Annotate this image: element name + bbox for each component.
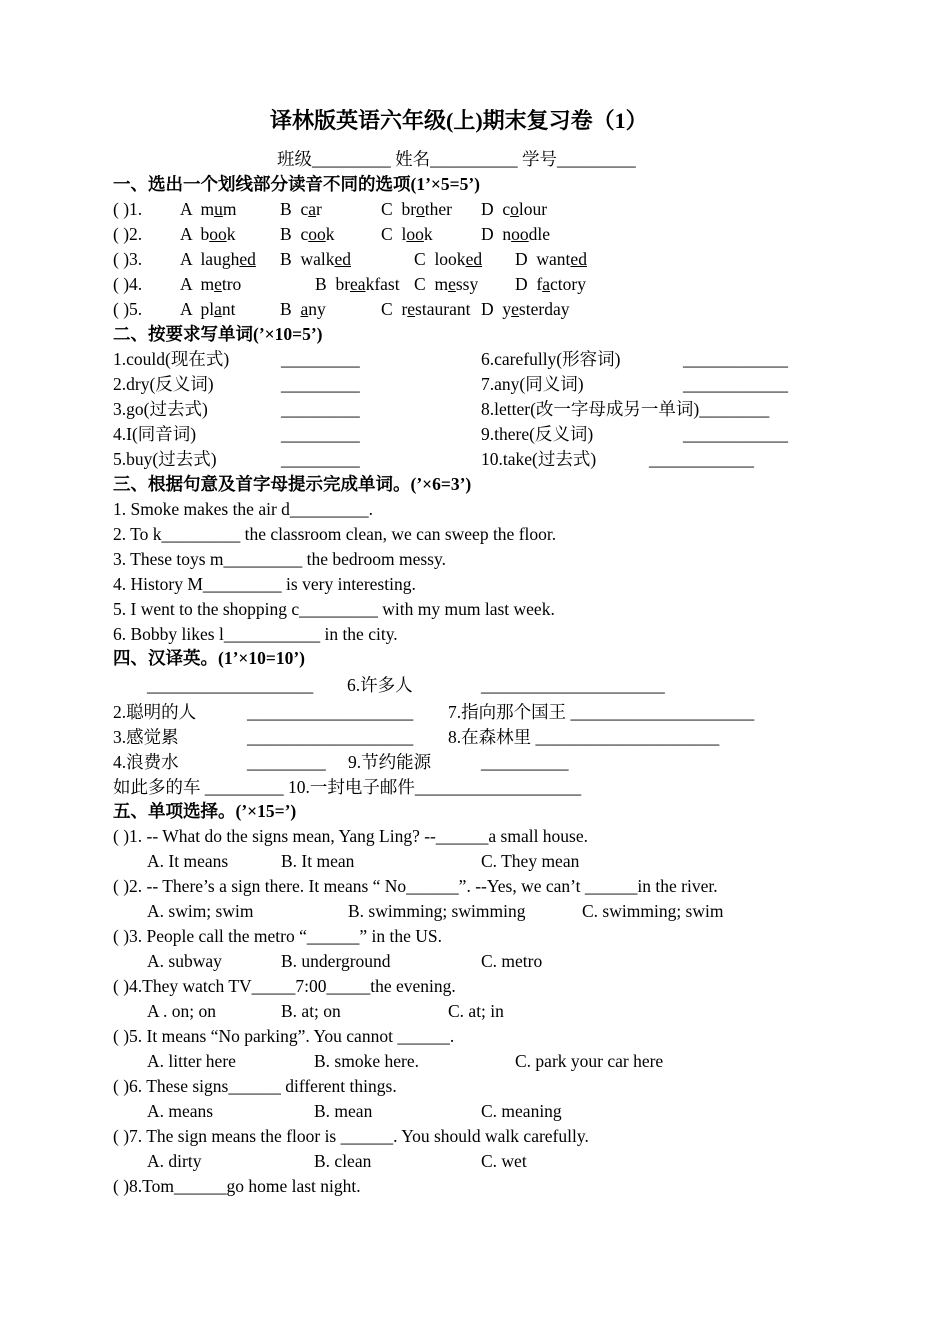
option (315, 274, 400, 294)
option-letter: C (414, 274, 426, 294)
option (381, 224, 433, 244)
option-letter: B (280, 249, 292, 269)
option-letter: C (381, 299, 393, 319)
underlined-letters: a (214, 299, 222, 319)
word-part: br (335, 274, 351, 294)
mc-option: B. at; on (281, 1001, 341, 1021)
mc-question-stem: ( )5. It means “No parking”. You cannot ______. (113, 1026, 455, 1046)
translation-item: ___________________ (147, 675, 314, 695)
option-letter: B (280, 199, 292, 219)
mc-question-stem: ( )7. The sign means the floor is ______. You should walk carefully. (113, 1126, 589, 1146)
word-part: look (434, 249, 466, 269)
answer-blank: ____________ (649, 449, 754, 469)
option (481, 199, 547, 219)
translation-item: 7.指向那个国王 _____________________ (448, 702, 755, 722)
word-part: ctory (550, 274, 586, 294)
option-letter: B (280, 299, 292, 319)
underlined-letters: oo (511, 224, 529, 244)
mc-question-stem: ( )3. People call the metro “______” in the US. (113, 926, 443, 946)
fill-in-sentence: 5. I went to the shopping c_________ with my mum last week. (113, 599, 555, 619)
word-part: r (316, 199, 322, 219)
option (515, 249, 587, 269)
option-letter: B (315, 274, 327, 294)
word-prompt: 8.letter(改一字母成另一单词)________ (481, 399, 770, 419)
word-prompt: 7.any(同义词) (481, 374, 584, 394)
word-prompt: 1.could(现在式) (113, 349, 230, 369)
translation-item: 6.许多人 (347, 675, 413, 695)
translation-item: 9.节约能源 (348, 752, 432, 772)
word-prompt: 3.go(过去式) (113, 399, 208, 419)
underlined-letters: oo (406, 224, 424, 244)
mc-option: C. metro (481, 951, 543, 971)
word-part: dle (528, 224, 551, 244)
answer-blank: ____________ (683, 374, 788, 394)
question-number: ( )5. (113, 299, 143, 319)
word-part: tro (221, 274, 242, 294)
underlined-letters: oo (308, 224, 326, 244)
underlined-letters: oo (209, 224, 227, 244)
word-part: want (536, 249, 571, 269)
option (180, 274, 241, 294)
mc-option: C. They mean (481, 851, 580, 871)
word-part: staurant (415, 299, 471, 319)
option (280, 299, 326, 319)
mc-option: C. swimming; swim (582, 901, 724, 921)
answer-blank: ____________ (683, 349, 788, 369)
mc-option: A. swim; swim (147, 901, 254, 921)
mc-option: B. It mean (281, 851, 355, 871)
mc-question-stem: ( )1. -- What do the signs mean, Yang Ling? --______a small house. (113, 826, 589, 846)
word-part: k (226, 224, 236, 244)
translation-item: 8.在森林里 _____________________ (448, 727, 720, 747)
underlined-letters: ed (570, 249, 587, 269)
word-prompt: 9.there(反义词) (481, 424, 594, 444)
mc-option: A. means (147, 1101, 214, 1121)
translation-item: 2.聪明的人 (113, 702, 197, 722)
option (180, 199, 236, 219)
word-prompt: 5.buy(过去式) (113, 449, 217, 469)
option-letter: A (180, 199, 192, 219)
section3-heading: 三、根据句意及首字母提示完成单词。(’×6=3’) (113, 474, 472, 494)
word-part: c (502, 199, 511, 219)
word-part: f (536, 274, 543, 294)
word-part: c (300, 224, 309, 244)
mc-question-stem: ( )2. -- There’s a sign there. It means “ No______”. --Yes, we can’t ______in the river. (113, 876, 718, 896)
mc-question-stem: ( )6. These signs______ different things. (113, 1076, 397, 1096)
underlined-letters: a (300, 299, 309, 319)
mc-option: A. dirty (147, 1151, 202, 1171)
translation-item: ___________________ (247, 702, 414, 722)
option (414, 249, 482, 269)
mc-option: A. subway (147, 951, 222, 971)
word-part: m (200, 274, 215, 294)
section4-heading: 四、汉译英。(1’×10=10’) (113, 648, 306, 668)
word-part: kfast (365, 274, 400, 294)
word-part: k (325, 224, 335, 244)
word-prompt: 6.carefully(形容词) (481, 349, 621, 369)
fill-in-sentence: 3. These toys m_________ the bedroom messy. (113, 549, 446, 569)
mc-option: B. clean (314, 1151, 372, 1171)
option-letter: A (180, 249, 192, 269)
fill-in-sentence: 6. Bobby likes l___________ in the city. (113, 624, 398, 644)
option (180, 299, 235, 319)
translation-item: 3.感觉累 (113, 727, 179, 747)
word-prompt: 4.I(同音词) (113, 424, 197, 444)
question-number: ( )2. (113, 224, 143, 244)
answer-blank: ____________ (683, 424, 788, 444)
mc-option: B. smoke here. (314, 1051, 419, 1071)
answer-blank: _________ (281, 399, 360, 419)
translation-item: 4.浪费水 (113, 752, 179, 772)
underlined-letters: e (407, 299, 416, 319)
word-part: m (200, 199, 215, 219)
word-part: m (222, 199, 237, 219)
student-info-line: 班级_________ 姓名__________ 学号_________ (277, 149, 636, 169)
underlined-letters: e (448, 274, 456, 294)
underlined-letters: ea (350, 274, 366, 294)
section5-heading: 五、单项选择。(’×15=’) (113, 801, 297, 821)
option (481, 224, 550, 244)
option-letter: A (180, 224, 192, 244)
option (515, 274, 586, 294)
word-part: laugh (200, 249, 240, 269)
word-part: b (200, 224, 210, 244)
word-part: k (423, 224, 433, 244)
answer-blank: _________ (281, 449, 360, 469)
word-part: m (434, 274, 449, 294)
option (481, 299, 569, 319)
option (180, 224, 235, 244)
word-part: ny (308, 299, 326, 319)
option (280, 249, 351, 269)
underlined-letters: ed (239, 249, 256, 269)
word-part: br (401, 199, 417, 219)
underlined-letters: ed (465, 249, 483, 269)
underlined-letters: o (416, 199, 425, 219)
translation-item: _____________________ (481, 675, 665, 695)
word-part: n (502, 224, 512, 244)
underlined-letters: o (510, 199, 519, 219)
mc-option: C. wet (481, 1151, 527, 1171)
page-title: 译林版英语六年级(上)期末复习卷（1） (270, 108, 648, 133)
underlined-letters: u (214, 199, 223, 219)
option (180, 249, 256, 269)
word-prompt: 2.dry(反义词) (113, 374, 214, 394)
underlined-letters: ed (334, 249, 351, 269)
word-prompt: 10.take(过去式) (481, 449, 597, 469)
mc-option: C. park your car here (515, 1051, 664, 1071)
question-number: ( )1. (113, 199, 143, 219)
fill-in-sentence: 2. To k_________ the classroom clean, we can sweep the floor. (113, 524, 557, 544)
option (381, 299, 470, 319)
underlined-letters: e (214, 274, 222, 294)
mc-option: A. It means (147, 851, 229, 871)
word-part: ssy (455, 274, 479, 294)
section2-heading: 二、按要求写单词(’×10=5’) (113, 324, 323, 344)
option-letter: B (280, 224, 292, 244)
translation-item: __________ (481, 752, 569, 772)
word-part: walk (300, 249, 335, 269)
word-part: y (502, 299, 512, 319)
option-letter: D (481, 299, 494, 319)
mc-option: A . on; on (147, 1001, 217, 1021)
mc-option: B. mean (314, 1101, 373, 1121)
option-letter: A (180, 274, 192, 294)
option-letter: A (180, 299, 192, 319)
option (414, 274, 478, 294)
answer-blank: _________ (281, 424, 360, 444)
word-part: ther (424, 199, 452, 219)
word-part: l (401, 224, 407, 244)
question-number: ( )3. (113, 249, 143, 269)
option-letter: D (515, 249, 528, 269)
mc-option: B. underground (281, 951, 391, 971)
word-part: nt (221, 299, 236, 319)
mc-question-stem: ( )8.Tom______go home last night. (113, 1176, 361, 1196)
word-part: r (401, 299, 408, 319)
underlined-letters: a (308, 199, 316, 219)
translation-item: ___________________ (247, 727, 414, 747)
fill-in-sentence: 1. Smoke makes the air d_________. (113, 499, 374, 519)
option-letter: D (481, 224, 494, 244)
translation-item: 如此多的车 _________ 10.一封电子邮件___________________ (113, 777, 582, 797)
mc-option: B. swimming; swimming (348, 901, 526, 921)
translation-item: _________ (247, 752, 326, 772)
fill-in-sentence: 4. History M_________ is very interesting. (113, 574, 416, 594)
answer-blank: _________ (281, 374, 360, 394)
option-letter: D (515, 274, 528, 294)
section1-heading: 一、选出一个划线部分读音不同的选项(1’×5=5’) (113, 174, 481, 194)
mc-option: C. at; in (448, 1001, 504, 1021)
word-part: c (300, 199, 309, 219)
mc-option: C. meaning (481, 1101, 562, 1121)
underlined-letters: e (511, 299, 519, 319)
option-letter: C (381, 199, 393, 219)
word-part: pl (200, 299, 215, 319)
option-letter: C (414, 249, 426, 269)
option (381, 199, 452, 219)
mc-option: A. litter here (147, 1051, 236, 1071)
word-part: sterday (518, 299, 570, 319)
underlined-letters: a (542, 274, 550, 294)
option-letter: C (381, 224, 393, 244)
question-number: ( )4. (113, 274, 143, 294)
option (280, 224, 334, 244)
mc-question-stem: ( )4.They watch TV_____7:00_____the evening. (113, 976, 456, 996)
option-letter: D (481, 199, 494, 219)
option (280, 199, 322, 219)
answer-blank: _________ (281, 349, 360, 369)
word-part: lour (518, 199, 548, 219)
